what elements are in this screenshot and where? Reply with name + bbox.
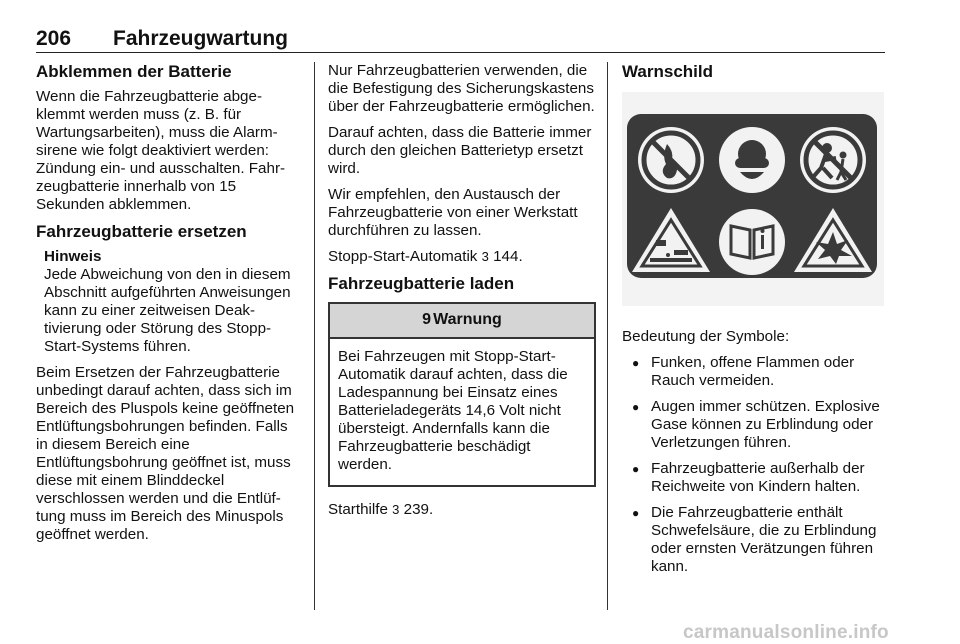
list-item: ● Die Fahrzeugbatterie enthält Schwefelsäure, die zu Erblindung oder ernsten Verätzungen führen kann. (622, 504, 890, 576)
section-heading-charge: Fahrzeugbatterie laden (328, 274, 515, 293)
warning-header (330, 304, 594, 339)
warning-text: Bei Fahrzeugen mit Stopp-Start-Automatik darauf achten, dass die Ladespannung bei Einsatz eines Batterieladegeräts 14,6 Volt nicht übersteigt. Andernfalls kann die Fahrzeugbatterie beschädigt werden. (338, 348, 568, 473)
column-divider-1 (314, 62, 315, 610)
section-heading-disconnect: Abklemmen der Batterie (36, 62, 232, 81)
column-3 (622, 62, 890, 584)
list-item: ● Funken, offene Flammen oder Rauch vermeiden. (622, 354, 890, 390)
symbols-intro: Bedeutung der Symbole: (622, 328, 790, 345)
paragraph-replace: Beim Ersetzen der Fahrzeugbatterie unbedingt darauf achten, dass sich im Bereich des Pluspols keine geöffneten Entlüftungsbohrungen befinden. Falls in diesem Bereich eine Entlüftungsbohrung geöffnet ist, muss diese mit einem Blinddeckel verschlossen werden und die Entlüftung muss im Bereich des Minuspols geöffnet werden. (36, 364, 295, 543)
ref-text-jump-start: Starthilfe (328, 501, 388, 518)
page-title: Fahrzeugwartung (113, 27, 289, 50)
watermark: carmanualsonline.info (683, 622, 889, 643)
section-heading-warning-label: Warnschild (622, 62, 713, 81)
ref-page-jump-start[interactable]: 239. (403, 501, 434, 518)
hint-text: Jede Abweichung von den in diesem Abschnitt aufgeführten Anweisungen kann zu einer zeitweisen Deaktivierung oder Störung des Stopp-Start-Systems führen. (44, 266, 291, 355)
hint-box (44, 248, 300, 356)
warning-triangle-icon: 9 (422, 311, 432, 328)
warning-title: Warnung (433, 311, 502, 328)
read-manual-icon (719, 209, 785, 275)
list-item: ● Fahrzeugbatterie außerhalb der Reichweite von Kindern halten. (622, 460, 890, 496)
keep-away-children-icon (800, 127, 866, 193)
paragraph-workshop: Wir empfehlen, den Austausch der Fahrzeugbatterie von einer Werkstatt durchführen zu lassen. (328, 186, 578, 239)
page-header (36, 26, 885, 53)
ref-page-stop-start[interactable]: 144. (493, 248, 523, 265)
eye-protection-icon (719, 127, 785, 193)
column-2 (328, 62, 596, 527)
paragraph-battery-type: Darauf achten, dass die Batterie immer durch den gleichen Batterietyp ersetzt wird. (328, 124, 592, 177)
paragraph-disconnect: Wenn die Fahrzeugbatterie abgeklemmt werden muss (z. B. für Wartungsarbeiten), muss die Alarmsirene wie folgt deaktiviert werden: Zündung ein- und ausschalten. Fahrzeugbatterie innerhalb von 15 Sekunden abklemmen. (36, 88, 286, 213)
column-divider-2 (607, 62, 608, 610)
warning-label-image (622, 92, 884, 306)
page-number: 206 (36, 27, 72, 50)
hint-title: Hinweis (44, 248, 102, 265)
warning-box (328, 302, 596, 487)
symbols-list (622, 354, 890, 576)
page-ref-arrow-icon: 3 (481, 249, 489, 264)
paragraph-stop-start-ref (328, 248, 596, 266)
ref-text-stop-start: Stopp-Start-Automatik (328, 248, 478, 265)
section-heading-replace: Fahrzeugbatterie ersetzen (36, 222, 247, 241)
paragraph-fuse-box: Nur Fahrzeugbatterien verwenden, die die Befestigung des Sicherungskastens über der Fahrzeugbatterie ermöglichen. (328, 62, 595, 115)
list-item: ● Augen immer schützen. Explosive Gase können zu Erblindung oder Verletzungen führen. (622, 398, 890, 452)
paragraph-jump-start-ref (328, 501, 596, 519)
no-fire-icon (638, 127, 704, 193)
column-1 (36, 62, 300, 552)
page-ref-arrow-icon: 3 (392, 502, 400, 517)
